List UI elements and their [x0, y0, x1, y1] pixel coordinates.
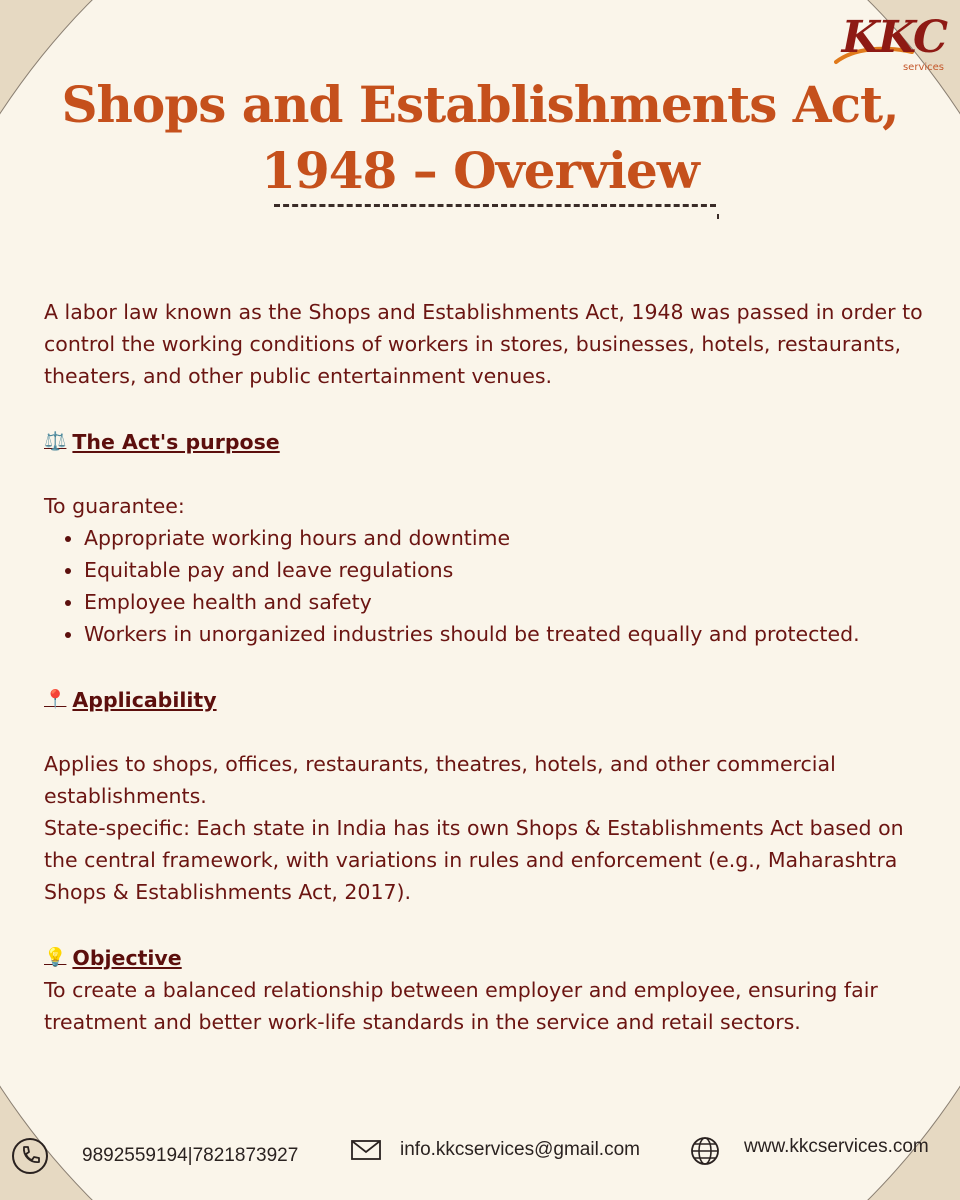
main-content: [44, 296, 924, 1038]
intro-paragraph: A labor law known as the Shops and Establishments Act, 1948 was passed in order to control the working conditions of workers in stores, businesses, hotels, restaurants, theaters, and other public entertainment venues.: [44, 300, 923, 388]
list-item: • Workers in unorganized industries should be treated equally and protected.: [84, 618, 924, 650]
applicability-heading-label: Applicability: [72, 688, 217, 712]
logo-text: KKC: [841, 12, 946, 63]
footer-phone[interactable]: [10, 1136, 298, 1176]
list-item: • Equitable pay and leave regulations: [84, 554, 924, 586]
purpose-heading-label: The Act's purpose: [72, 430, 280, 454]
website-text: www.kkcservices.com: [744, 1136, 929, 1157]
footer-website[interactable]: [690, 1136, 929, 1166]
phone-icon: [10, 1136, 50, 1176]
applicability-heading: [44, 684, 217, 716]
lightbulb-icon: 💡: [44, 947, 67, 968]
list-item: • Appropriate working hours and downtime: [84, 522, 924, 554]
scales-icon: ⚖️: [44, 431, 67, 452]
kkc-logo: [834, 12, 952, 72]
list-item: • Employee health and safety: [84, 586, 924, 618]
email-text: info.kkcservices@gmail.com: [400, 1139, 640, 1160]
logo-subtext: services: [902, 62, 944, 73]
purpose-lead: To guarantee:: [44, 494, 185, 518]
page-title: Shops and Establishments Act, 1948 – Overview: [61, 75, 899, 200]
purpose-heading: [44, 426, 280, 458]
footer-email[interactable]: [350, 1138, 640, 1162]
objective-heading-label: Objective: [72, 946, 182, 970]
title-divider: [274, 204, 716, 207]
footer: [0, 1136, 960, 1176]
applicability-text-1: Applies to shops, offices, restaurants, theatres, hotels, and other commercial establishments.: [44, 752, 836, 808]
globe-icon: [690, 1136, 720, 1166]
purpose-list: [44, 522, 924, 650]
pin-icon: 📍: [44, 689, 67, 710]
applicability-text-2: State-specific: Each state in India has its own Shops & Establishments Act based on the central framework, with variations in rules and enforcement (e.g., Maharashtra Shops & Establishments Act, 2017).: [44, 816, 904, 904]
mail-icon: [350, 1138, 382, 1162]
objective-heading: [44, 942, 182, 974]
divider-dot: [717, 214, 719, 219]
objective-text: To create a balanced relationship between employer and employee, ensuring fair treatment and better work-life standards in the service and retail sectors.: [44, 978, 878, 1034]
phone-text: 9892559194|7821873927: [82, 1145, 299, 1166]
